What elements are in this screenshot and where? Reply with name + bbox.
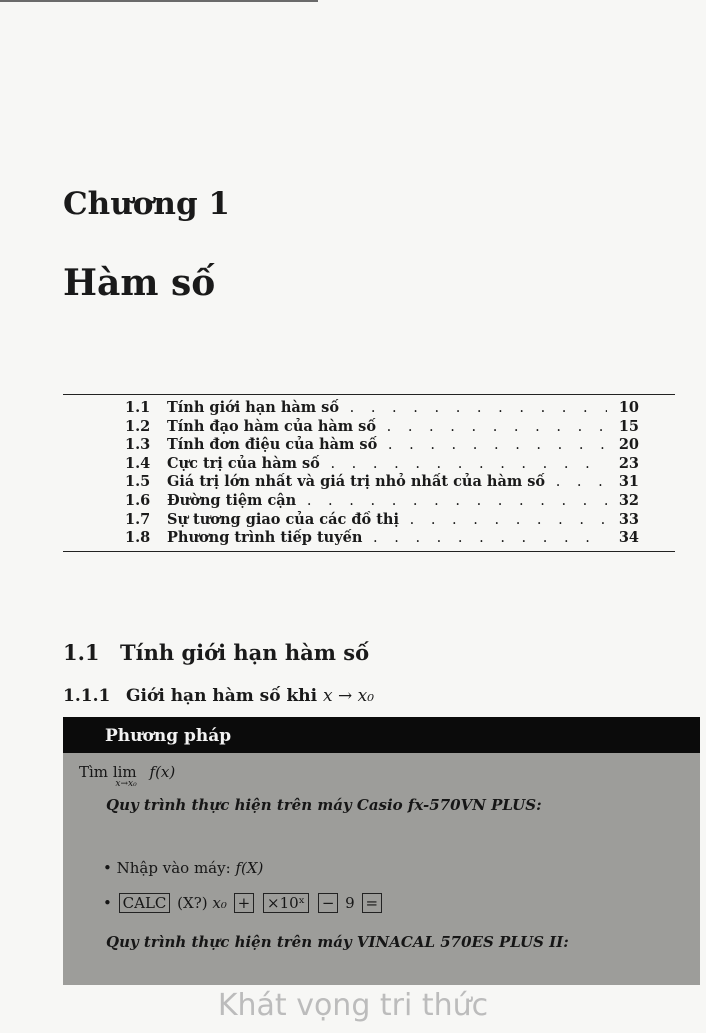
key-x0: x₀ <box>212 894 227 912</box>
toc-item-title: Sự tương giao của các đồ thị . . <box>167 511 607 530</box>
toc-item-number: 1.4 <box>125 454 151 472</box>
toc-item-page: 23 <box>618 454 639 472</box>
toc-item-title: Phương trình tiếp tuyến . . <box>167 529 607 548</box>
toc-item-number: 1.7 <box>125 510 151 528</box>
key-text-x: (X?) <box>177 894 208 912</box>
key-calc: CALC <box>119 893 171 913</box>
subsection-title: Giới hạn hàm số khi <box>126 686 318 706</box>
key-nine: 9 <box>345 894 355 912</box>
toc-item-page: 15 <box>618 417 639 435</box>
toc-item-title: Tính đạo hàm của hàm số . . <box>167 418 607 437</box>
toc-item-page: 32 <box>618 491 639 509</box>
toc-item-title: Đường tiệm cận . . <box>167 492 607 511</box>
toc-item-page: 20 <box>618 436 639 454</box>
method-box-header: Phương pháp <box>63 717 700 753</box>
toc-item-number: 1.5 <box>125 473 151 491</box>
find-label: Tìm <box>79 763 109 781</box>
toc-item-number: 1.3 <box>125 436 151 454</box>
method-box-body <box>63 753 700 985</box>
toc-item-title: Tính giới hạn hàm số . . <box>167 399 607 418</box>
table-of-contents <box>63 394 675 552</box>
toc-item-title: Tính đơn điệu của hàm số . . <box>167 436 607 455</box>
toc-item-number: 1.6 <box>125 491 151 509</box>
lim-subscript: x→x₀ <box>115 779 137 789</box>
toc-item[interactable] <box>63 418 675 437</box>
toc-item[interactable] <box>63 455 675 474</box>
toc-item-number: 1.8 <box>125 529 151 547</box>
key-times-ten: ×10ˣ <box>263 893 309 913</box>
toc-item[interactable] <box>63 436 675 455</box>
section-number: 1.1 <box>63 640 100 665</box>
toc-item-title: Cực trị của hàm số . . <box>167 455 607 474</box>
toc-item[interactable] <box>63 399 675 418</box>
toc-item[interactable] <box>63 511 675 530</box>
chapter-label: Chương 1 <box>63 186 231 222</box>
subsection-heading <box>63 686 374 706</box>
watermark: Khát vọng tri thức <box>217 988 489 1023</box>
toc-item[interactable] <box>63 492 675 511</box>
chapter-title: Hàm số <box>63 262 216 304</box>
toc-item-page: 10 <box>618 399 639 416</box>
toc-item-number: 1.1 <box>125 399 151 416</box>
bullet-input-math: f(X) <box>235 859 264 877</box>
bullet-icon: • <box>103 859 112 877</box>
method-box <box>63 717 700 985</box>
subsection-math: x → x₀ <box>322 686 375 706</box>
key-equals: = <box>362 893 383 913</box>
bullet-keys <box>103 893 384 913</box>
subsection-number: 1.1.1 <box>63 686 111 706</box>
toc-item-title: Giá trị lớn nhất và giá trị nhỏ nhất của hàm số . . <box>167 473 607 492</box>
key-minus: − <box>318 893 339 913</box>
procedure-casio: Quy trình thực hiện trên máy Casio fx-570VN PLUS: <box>106 796 542 814</box>
top-rule <box>0 0 318 2</box>
key-plus: + <box>234 893 255 913</box>
bullet-input-text: Nhập vào máy: <box>116 859 231 877</box>
find-expression: f(x) <box>149 763 176 781</box>
lim-operator: lim <box>112 763 137 781</box>
toc-item-page: 34 <box>618 529 639 547</box>
section-title: Tính giới hạn hàm số <box>120 640 370 665</box>
procedure-vinacal: Quy trình thực hiện trên máy VINACAL 570ES PLUS II: <box>106 933 569 951</box>
toc-item-page: 31 <box>618 473 639 491</box>
section-heading <box>63 640 369 665</box>
toc-item[interactable] <box>63 473 675 492</box>
toc-item-page: 33 <box>618 510 639 528</box>
toc-item-number: 1.2 <box>125 417 151 435</box>
toc-item[interactable] <box>63 529 675 548</box>
bullet-icon: • <box>103 894 112 912</box>
find-limit-line <box>79 763 175 789</box>
bullet-input <box>103 859 263 877</box>
